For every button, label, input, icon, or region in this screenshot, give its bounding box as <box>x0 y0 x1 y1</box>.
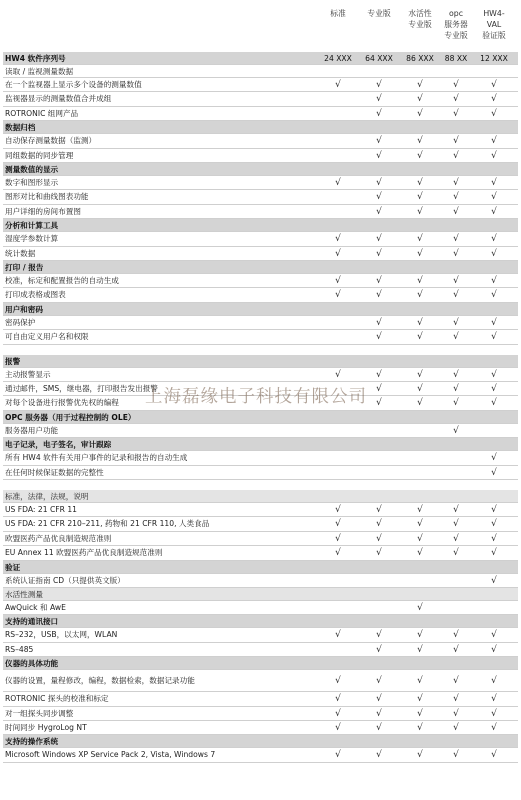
section-header-row <box>3 615 518 628</box>
check-icon: √ <box>376 694 382 705</box>
check-icon: √ <box>376 192 382 203</box>
section-header-row <box>3 163 518 176</box>
check-icon: √ <box>491 398 497 409</box>
check-icon: √ <box>376 398 382 409</box>
row-label: 自动保存测量数据（监测） <box>5 136 97 146</box>
check-icon: √ <box>491 533 497 544</box>
column-header-standard: 标准 <box>330 9 346 18</box>
feature-row <box>3 643 518 657</box>
serial-number-cell: 64 XXX <box>365 54 393 63</box>
check-icon: √ <box>491 317 497 328</box>
column-header <box>0 0 521 52</box>
row-label: 验证 <box>5 562 21 572</box>
row-label: 在任何时候保证数据的完整性 <box>5 467 104 477</box>
check-icon: √ <box>453 676 459 687</box>
check-icon: √ <box>376 676 382 687</box>
section-header-row <box>3 355 518 368</box>
feature-row <box>3 232 518 246</box>
section-header-row <box>3 735 518 748</box>
feature-row <box>3 748 518 762</box>
row-label: US FDA: 21 CFR 210–211, 药物和 21 CFR 110, 人类食品 <box>5 519 210 529</box>
serial-number-cell: 88 XX <box>444 54 468 63</box>
check-icon: √ <box>491 108 497 119</box>
watermark: 上海磊缘电子科技有限公司 <box>145 387 367 407</box>
check-icon: √ <box>376 178 382 188</box>
row-label: AwQuick 和 AwE <box>5 603 66 612</box>
check-icon: √ <box>453 369 459 380</box>
feature-row <box>3 466 518 480</box>
check-icon: √ <box>335 694 341 705</box>
check-icon: √ <box>417 234 423 245</box>
check-icon: √ <box>417 750 423 761</box>
section-header-row <box>3 219 518 232</box>
check-icon: √ <box>417 676 423 687</box>
row-label: 监视器显示的测量数值合并成组 <box>5 94 112 104</box>
check-icon: √ <box>376 708 382 719</box>
check-icon: √ <box>453 750 459 761</box>
serial-number-cell: 24 XXX <box>324 54 352 63</box>
subsection-row <box>3 65 518 78</box>
feature-row <box>3 532 518 546</box>
section-header-row <box>3 561 518 574</box>
check-icon: √ <box>417 276 423 286</box>
check-icon: √ <box>453 80 459 90</box>
check-icon: √ <box>453 630 459 641</box>
row-label: 同组数据的同步管理 <box>5 150 74 160</box>
check-icon: √ <box>376 290 382 301</box>
check-icon: √ <box>491 206 497 217</box>
feature-row <box>3 424 518 438</box>
check-icon: √ <box>453 178 459 188</box>
row-label: 校准，标定和配置报告的自动生成 <box>5 276 119 285</box>
check-icon: √ <box>453 723 459 733</box>
row-label: OPC 服务器（用于过程控制的 OLE） <box>5 412 136 422</box>
feature-row <box>3 274 518 288</box>
check-icon: √ <box>453 332 459 343</box>
feature-row <box>3 190 518 204</box>
check-icon: √ <box>335 369 341 380</box>
check-icon: √ <box>335 178 341 188</box>
check-icon: √ <box>335 234 341 245</box>
feature-row <box>3 451 518 465</box>
feature-row <box>3 503 518 517</box>
row-label: 系统认证指南 CD（只提供英文版） <box>5 575 125 585</box>
check-icon: √ <box>417 317 423 328</box>
check-icon: √ <box>453 644 459 655</box>
check-icon: √ <box>491 178 497 188</box>
check-icon: √ <box>417 603 423 613</box>
check-icon: √ <box>376 369 382 380</box>
row-label: 仪器的具体功能 <box>5 659 59 669</box>
row-label: RS–232，USB，以太网，WLAN <box>5 630 118 640</box>
check-icon: √ <box>453 425 459 436</box>
row-label: ROTRONIC 探头的校准和标定 <box>5 694 109 704</box>
feature-row <box>3 368 518 382</box>
check-icon: √ <box>376 750 382 761</box>
section-header-row <box>3 411 518 424</box>
check-icon: √ <box>453 150 459 161</box>
check-icon: √ <box>491 369 497 380</box>
check-icon: √ <box>453 384 459 394</box>
check-icon: √ <box>417 369 423 380</box>
section-header-row <box>3 121 518 134</box>
feature-row <box>3 546 518 560</box>
check-icon: √ <box>491 708 497 719</box>
check-icon: √ <box>491 630 497 641</box>
check-icon: √ <box>491 519 497 530</box>
check-icon: √ <box>453 519 459 530</box>
check-icon: √ <box>335 723 341 733</box>
subsection-row <box>3 588 518 601</box>
feature-row <box>3 316 518 330</box>
check-icon: √ <box>335 276 341 286</box>
section-header-row <box>3 657 518 670</box>
check-icon: √ <box>376 136 382 147</box>
check-icon: √ <box>417 332 423 343</box>
check-icon: √ <box>453 398 459 409</box>
check-icon: √ <box>491 234 497 245</box>
check-icon: √ <box>417 708 423 719</box>
check-icon: √ <box>417 94 423 105</box>
check-icon: √ <box>376 150 382 161</box>
row-label: 对每个设备进行报警优先权的编程 <box>5 398 119 408</box>
check-icon: √ <box>335 676 341 687</box>
feature-row <box>3 601 518 615</box>
row-label: 打印成表格或图表 <box>5 290 66 300</box>
check-icon: √ <box>376 630 382 641</box>
row-label: 读取 / 监视测量数据 <box>5 67 74 76</box>
check-icon: √ <box>417 519 423 530</box>
check-icon: √ <box>376 505 382 515</box>
check-icon: √ <box>453 136 459 147</box>
check-icon: √ <box>417 548 423 559</box>
feature-row <box>3 396 518 410</box>
check-icon: √ <box>453 108 459 119</box>
check-icon: √ <box>453 192 459 203</box>
check-icon: √ <box>491 694 497 705</box>
row-label: 欧盟医药产品优良制造规范准则 <box>5 533 112 543</box>
check-icon: √ <box>491 150 497 161</box>
check-icon: √ <box>491 723 497 733</box>
check-icon: √ <box>453 694 459 705</box>
check-icon: √ <box>417 630 423 641</box>
row-label: 水活性测量 <box>5 590 43 599</box>
row-label: EU Annex 11 欧盟医药产品优良制造规范准则 <box>5 548 163 558</box>
check-icon: √ <box>491 276 497 286</box>
section-header-row <box>3 303 518 316</box>
check-icon: √ <box>335 519 341 530</box>
check-icon: √ <box>376 723 382 733</box>
row-label: 通过邮件，SMS，继电器，打印报告发出报警 <box>5 384 158 393</box>
check-icon: √ <box>491 548 497 559</box>
check-icon: √ <box>417 248 423 259</box>
row-label: 数字和图形显示 <box>5 178 59 187</box>
check-icon: √ <box>491 644 497 655</box>
row-label: 密码保护 <box>5 317 36 327</box>
feature-row <box>3 205 518 219</box>
check-icon: √ <box>417 178 423 188</box>
check-icon: √ <box>417 723 423 733</box>
row-label: HW4 软件序列号 <box>5 54 66 63</box>
check-icon: √ <box>491 467 497 478</box>
row-label: 可自由定义用户名和权限 <box>5 332 89 342</box>
check-icon: √ <box>376 644 382 655</box>
check-icon: √ <box>453 206 459 217</box>
check-icon: √ <box>376 248 382 259</box>
check-icon: √ <box>376 548 382 559</box>
check-icon: √ <box>491 192 497 203</box>
check-icon: √ <box>453 533 459 544</box>
row-label: 数据归档 <box>5 123 36 133</box>
row-label: 支持的操作系统 <box>5 737 59 747</box>
check-icon: √ <box>417 150 423 161</box>
feature-row <box>3 149 518 163</box>
feature-row <box>3 721 518 735</box>
check-icon: √ <box>491 575 497 586</box>
row-label: 统计数据 <box>5 248 36 258</box>
feature-row <box>3 176 518 190</box>
check-icon: √ <box>453 505 459 515</box>
feature-row <box>3 574 518 588</box>
row-label: 仪器的设置，量程修改，编程，数据检索，数据记录功能 <box>5 676 195 686</box>
check-icon: √ <box>453 276 459 286</box>
check-icon: √ <box>491 248 497 259</box>
check-icon: √ <box>491 676 497 687</box>
serial-number-cell: 86 XXX <box>406 54 434 63</box>
row-label: 湿度学参数计算 <box>5 234 59 244</box>
row-label: 支持的通讯接口 <box>5 617 59 627</box>
check-icon: √ <box>335 708 341 719</box>
column-header-hw4-val: HW4- VAL 验证版 <box>482 9 506 40</box>
check-icon: √ <box>335 533 341 544</box>
row-label: 报警 <box>5 356 21 366</box>
subsection-row <box>3 490 518 503</box>
feature-row <box>3 670 518 692</box>
feature-row <box>3 517 518 531</box>
row-label: 用户详细的房间布置图 <box>5 206 81 216</box>
check-icon: √ <box>417 398 423 409</box>
row-label: 对一组探头同步调整 <box>5 708 74 718</box>
feature-row <box>3 288 518 302</box>
row-label: RS–485 <box>5 644 34 654</box>
check-icon: √ <box>453 290 459 301</box>
check-icon: √ <box>376 276 382 286</box>
check-icon: √ <box>491 290 497 301</box>
check-icon: √ <box>417 108 423 119</box>
row-label: 时间同步 HygroLog NT <box>5 723 87 732</box>
row-label: 标准，法律，法规，说明 <box>5 492 89 501</box>
feature-row <box>3 692 518 706</box>
feature-row <box>3 134 518 148</box>
check-icon: √ <box>335 505 341 515</box>
row-label: 在一个监视器上显示多个设备的测量数值 <box>5 80 142 89</box>
check-icon: √ <box>491 453 497 464</box>
check-icon: √ <box>417 505 423 515</box>
row-label: 用户和密码 <box>5 304 43 314</box>
check-icon: √ <box>491 80 497 90</box>
check-icon: √ <box>491 94 497 105</box>
row-label: 电子记录，电子签名，审计跟踪 <box>5 440 112 450</box>
check-icon: √ <box>417 80 423 90</box>
column-header-professional: 专业版 <box>367 9 391 18</box>
check-icon: √ <box>453 248 459 259</box>
check-icon: √ <box>335 290 341 301</box>
check-icon: √ <box>417 136 423 147</box>
feature-row <box>3 382 518 396</box>
row-label: ROTRONIC 组网产品 <box>5 108 79 118</box>
check-icon: √ <box>417 694 423 705</box>
check-icon: √ <box>491 750 497 761</box>
check-icon: √ <box>335 630 341 641</box>
check-icon: √ <box>376 94 382 105</box>
check-icon: √ <box>491 136 497 147</box>
check-icon: √ <box>376 234 382 245</box>
row-label: 分析和计算工具 <box>5 221 59 231</box>
check-icon: √ <box>335 80 341 90</box>
feature-row <box>3 330 518 344</box>
check-icon: √ <box>491 332 497 343</box>
check-icon: √ <box>376 384 382 394</box>
check-icon: √ <box>453 234 459 245</box>
check-icon: √ <box>453 708 459 719</box>
feature-row <box>3 247 518 261</box>
check-icon: √ <box>376 533 382 544</box>
check-icon: √ <box>453 548 459 559</box>
feature-row <box>3 92 518 106</box>
check-icon: √ <box>376 80 382 90</box>
check-icon: √ <box>417 533 423 544</box>
check-icon: √ <box>491 505 497 515</box>
column-header-water-activity: 水活性 专业版 <box>408 9 432 29</box>
check-icon: √ <box>417 192 423 203</box>
check-icon: √ <box>376 317 382 328</box>
row-label: Microsoft Windows XP Service Pack 2, Vista, Windows 7 <box>5 750 216 760</box>
section-header-row <box>3 52 518 65</box>
check-icon: √ <box>417 384 423 394</box>
row-label: 图形对比和曲线图表功能 <box>5 192 89 202</box>
feature-row <box>3 78 518 92</box>
row-label: 测量数值的显示 <box>5 165 59 174</box>
check-icon: √ <box>376 206 382 217</box>
section-header-row <box>3 261 518 274</box>
check-icon: √ <box>335 548 341 559</box>
check-icon: √ <box>417 644 423 655</box>
serial-number-cell: 12 XXX <box>480 54 508 63</box>
check-icon: √ <box>453 317 459 328</box>
section-header-row <box>3 438 518 451</box>
check-icon: √ <box>453 94 459 105</box>
feature-row <box>3 707 518 721</box>
row-label: US FDA: 21 CFR 11 <box>5 505 78 514</box>
row-label: 打印 / 报告 <box>5 263 44 272</box>
check-icon: √ <box>376 519 382 530</box>
feature-row <box>3 107 518 121</box>
check-icon: √ <box>417 206 423 217</box>
row-label: 所有 HW4 软件有关用户事件的记录和报告的自动生成 <box>5 453 188 463</box>
column-header-opc-server: opc 服务器 专业版 <box>444 9 468 40</box>
check-icon: √ <box>335 248 341 259</box>
check-icon: √ <box>417 290 423 301</box>
check-icon: √ <box>491 384 497 394</box>
row-label: 主动报警显示 <box>5 369 51 379</box>
check-icon: √ <box>335 750 341 761</box>
check-icon: √ <box>376 108 382 119</box>
feature-row <box>3 628 518 642</box>
check-icon: √ <box>376 332 382 343</box>
row-label: 服务器用户功能 <box>5 425 59 435</box>
